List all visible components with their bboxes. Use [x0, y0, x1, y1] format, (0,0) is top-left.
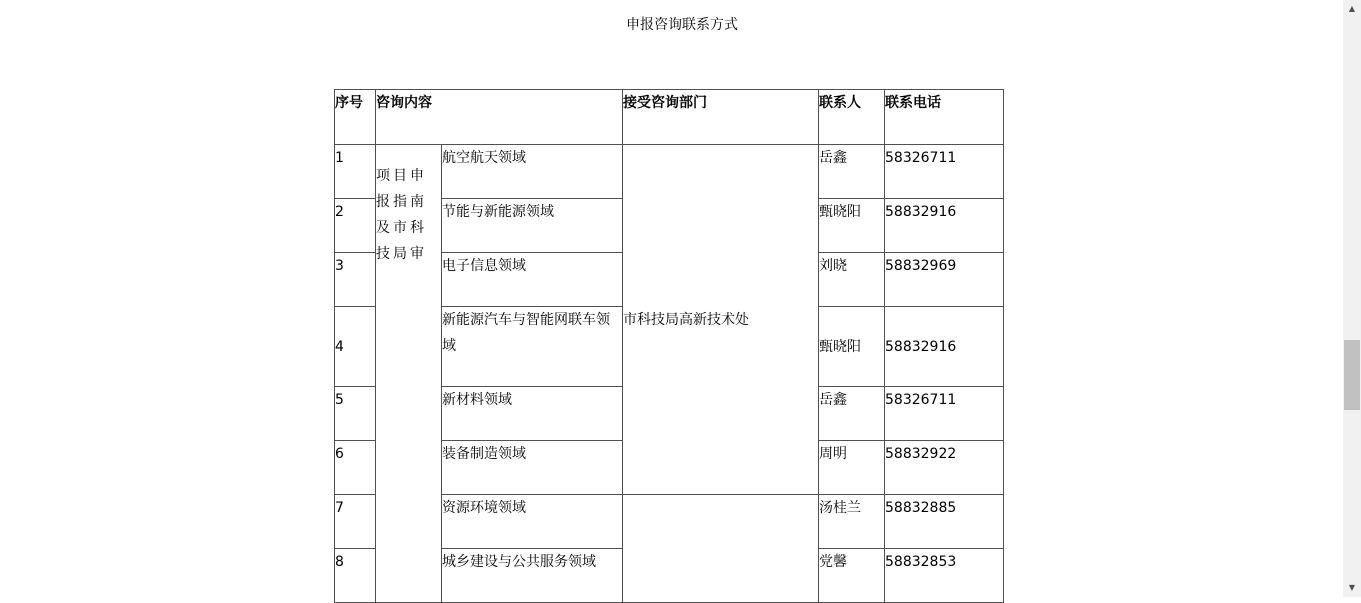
scroll-down-icon[interactable]: ▼ — [1348, 583, 1356, 592]
content-group-cell — [376, 145, 442, 603]
row-index: 3 — [335, 253, 376, 307]
row-phone: 58832916 — [885, 307, 1004, 387]
table-row — [335, 145, 1004, 199]
page-title: 申报咨询联系方式 — [626, 17, 738, 33]
header-department: 接受咨询部门 — [623, 90, 819, 145]
row-contact: 刘晓 — [819, 253, 885, 307]
row-contact: 甄晓阳 — [819, 199, 885, 253]
row-field: 航空航天领域 — [442, 145, 623, 199]
row-index: 2 — [335, 199, 376, 253]
header-phone: 联系电话 — [885, 90, 1004, 145]
row-phone: 58326711 — [885, 387, 1004, 441]
header-index: 序号 — [335, 90, 376, 145]
content-group-label: 项目申报指南及市科技局审 — [376, 168, 427, 262]
row-field: 城乡建设与公共服务领域 — [442, 549, 623, 603]
row-phone: 58832922 — [885, 441, 1004, 495]
scroll-up-icon[interactable]: ▲ — [1348, 4, 1356, 13]
row-phone: 58832969 — [885, 253, 1004, 307]
row-phone: 58326711 — [885, 145, 1004, 199]
header-content: 咨询内容 — [376, 90, 623, 145]
row-phone: 58832916 — [885, 199, 1004, 253]
row-field: 节能与新能源领域 — [442, 199, 623, 253]
department-group-1: 市科技局高新技术处 — [623, 145, 819, 495]
contact-table — [334, 89, 1004, 603]
row-contact: 汤桂兰 — [819, 495, 885, 549]
row-field: 资源环境领域 — [442, 495, 623, 549]
row-index: 6 — [335, 441, 376, 495]
row-index: 4 — [335, 307, 376, 387]
row-contact: 岳鑫 — [819, 387, 885, 441]
row-index: 5 — [335, 387, 376, 441]
row-phone: 58832853 — [885, 549, 1004, 603]
row-index: 7 — [335, 495, 376, 549]
vertical-scrollbar[interactable] — [1343, 0, 1361, 597]
row-field: 装备制造领域 — [442, 441, 623, 495]
row-phone: 58832885 — [885, 495, 1004, 549]
scroll-thumb[interactable] — [1344, 340, 1360, 410]
row-contact: 周明 — [819, 441, 885, 495]
row-field: 新能源汽车与智能网联车领域 — [442, 307, 623, 387]
row-contact: 党馨 — [819, 549, 885, 603]
row-index: 1 — [335, 145, 376, 199]
row-field: 新材料领域 — [442, 387, 623, 441]
department-group-2 — [623, 495, 819, 603]
row-contact: 岳鑫 — [819, 145, 885, 199]
header-contact: 联系人 — [819, 90, 885, 145]
row-index: 8 — [335, 549, 376, 603]
row-field: 电子信息领域 — [442, 253, 623, 307]
row-contact: 甄晓阳 — [819, 307, 885, 387]
table-header-row — [335, 90, 1004, 145]
